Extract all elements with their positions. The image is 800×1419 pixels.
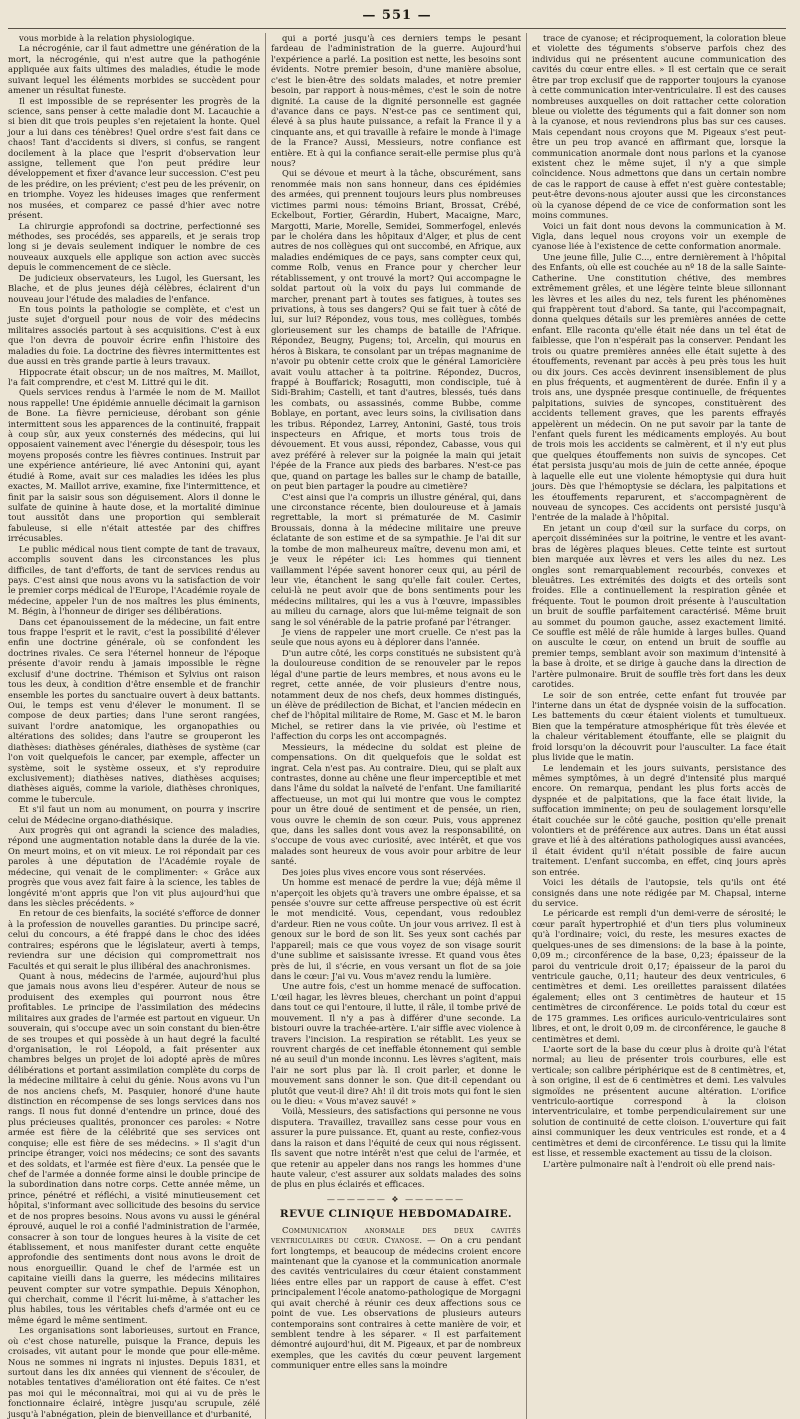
paragraph: Voilà, Messieurs, des satisfactions qui personne ne vous disputera. Travaillez, travaillez sans cesse pour vous en assurer la pure puissance. Et, quant au reste, confiez-vous dans la raison et dans l'équité de ceux qui nous régissent. Ils savent que notre intérêt n'est que celui de l'armée, et que retenir au appeler dans nos rangs les hommes d'une haute valeur, c'est assurer aux soldats malades des soins de plus en plus éclairés et efficaces. <box>271 1106 521 1190</box>
paragraph: Dans cet épanouissement de la médecine, un fait entre tous frappe l'esprit et le ravit, c'est la possibilité d'élever enfin une doctrine générale, où se confondent les doctrines rivales. Ce sera l'éternel honneur de l'époque présente d'avoir rendu à jamais impossible le règne exclusif d'une doctrine. Thémison et Sylvius ont raison tous les deux, à condition d'être ensemble et de franchir ensemble les portes du sanctuaire ouvert à deux battants. Oui, le temps est venu d'élever le monument. Il se compose de deux parties; dans l'une seront rangées, suivant l'ordre anatomique, les organopathies ou altérations des solides; dans l'autre se grouperont les diathèses: diathèses générales, diathèses de système (car l'on voit quelquefois le cancer, par exemple, affecter un système, soit le système osseux, et s'y reproduire exclusivement); diathèses natives, diathèses acquises; diathèses aiguës, comme la variole, diathèses chroniques, comme le tubercule. <box>8 616 260 804</box>
paragraph: Des joies plus vives encore vous sont réservées. <box>282 866 486 877</box>
paragraph: De judicieux observateurs, les Lugol, les Guersant, les Blache, et de plus jeunes déjà célèbres, éclairent d'un nouveau jour l'étude des maladies de l'enfance. <box>8 272 260 304</box>
paragraph: Il est impossible de se représenter les progrès de la science, sans penser à cette maladie dont M. Lacauchie a si bien dit que trois peuples s'en rejetaient la honte. Quel jour a lui dans ces ténèbres! Quel ordre s'est fait dans ce chaos! Tant d'accidents si divers, si confus, se rangent docilement à la place que l'esprit d'observation leur assigne, tellement que l'on peut prédire leur développement et fixer d'avance leur succession. C'est peu de les prédire, on les prévient; c'est peu de les prévenir, on en triomphe. Voyez les hideuses images que renferment nos musées, et comparez ce passé d'hier avec notre présent. <box>8 95 260 221</box>
paragraph: Aux progrès qui ont agrandi la science des maladies, répond une augmentation notable dans la durée de la vie. On meurt moins, et on vit mieux. Le roi répondait par ces paroles à une députation de l'Académie royale de médecine, qui venait de le complimenter: « Grâce aux progrès que vous avez fait faire à la science, les tables de longévité m'ont appris que l'on vit plus aujourd'hui que dans les siècles précédents. » <box>8 825 260 909</box>
column-1 <box>8 33 260 1419</box>
paragraph: vous morbide à la relation physiologique. <box>19 33 195 43</box>
paragraph: Le péricarde est rempli d'un demi-verre de sérosité; le cœur paraît hypertrophié et d'un tiers plus volumineux qu'à l'ordinaire; voici, du reste, les mesures exactes de quelques-unes de ses dimensions: de la base à la pointe, 0,09 m.; circonférence de la base, 0,23; épaisseur de la paroi du ventricule droit 0,17; épaisseur de la paroi du ventricule gauche, 0,11; hauteur des deux ventricules, 6 centimètres et demi. Les oreillettes paraissent dilatées également; elles ont 3 centimètres de hauteur et 15 centimètres de circonférence. Le poids total du cœur est de 175 grammes. Les orifices auriculo-ventriculaires sont libres, et ont, le droit 0,09 m. de circonférence, le gauche 8 centimètres et demi. <box>532 908 786 1044</box>
article-lead <box>271 1225 521 1371</box>
paragraph: Les organisations sont laborieuses, surtout en France, où c'est chose naturelle, puisque la France, depuis les croisades, vit autant pour le monde que pour elle-même. Nous ne sommes ni ingrats ni injustes. Depuis 1831, et surtout dans les dix années qui viennent de s'écouler, de notables tentatives d'amélioration ont été faites. Ce n'est pas moi qui le méconnaîtrai, moi qui ai vu de près le fonctionnaire éclairé, intègre jusqu'au scrupule, zélé jusqu'à l'abnégation, plein de bienveillance et d'urbanité, <box>8 1325 260 1419</box>
paragraph: D'un autre côté, les corps constitués ne subsistent qu'à la douloureuse condition de se renouveler par le repos légal d'une partie de leurs membres, et nous avons eu le regret, cette année, de voir plusieurs d'entre nous, notamment deux de nos chefs, deux hommes distingués, un élève de prédilection de Bichat, et l'ancien médecin en chef de l'hôpital militaire de Rome, M. Gasc et M. le baron Michel, se retirer dans la vie privée, où l'estime et l'affection du corps les ont accompagnés. <box>271 647 521 742</box>
paragraph: Voici un fait dont nous devons la communication à M. Vigla, dans lequel nous croyons voir un exemple de cyanose liée à l'existence de cette conformation anormale. <box>532 220 786 252</box>
paragraph: Hippocrate était obscur; un de nos maîtres, M. Maillot, l'a fait comprendre, et c'est M. Littré qui le dit. <box>8 366 260 387</box>
paragraph: Qui se dévoue et meurt à la tâche, obscurément, sans renommée mais non sans honneur, dans ces épidémies des armées, qui prennent toujours leurs plus nombreuses victimes parmi nous: témoins Briant, Brossat, Crébé, Eckelbout, Fortier, Gérardin, Hubert, Macaigne, Marc, Margotti, Marie, Morelle, Semidei, Sommerfogel, enlevés par le choléra dans les hôpitaux d'Alger, et plus de cent autres de nos collègues qui ont succombé, en Afrique, aux maladies endémiques de ce pays, sans compter ceux qui, comme Rolb, venus en France pour y chercher leur rétablissement, y ont trouvé la mort? Qui accompagne le soldat partout où la voix du pays lui commande de marcher, prenant part à toutes ses fatigues, à toutes ses privations, à tous ses dangers? Qui se fait tuer à côté de lui, sur lui? Répondez, vous tous, mes collègues, tombés glorieusement sur les champs de bataille de l'Afrique. Répondez, Beugny, Pugens; toi, Arcelin, qui mourus en héros à Biskara, te consolant par un trépas magnanime de n'avoir pu obtenir cette croix que le général Lamoricière avait voulu attacher à ta poitrine. Répondez, Ducros, frappé à Bouffarick; Rosagutti, mon condisciple, tué à Sidi-Brahim; Castelli, et tant d'autres, blessés, tués dans les combats, ou assassinés, comme Bubbe, comme Boblaye, en portant, avec leurs soins, la civilisation dans les tribus. Répondez, Larrey, Antonini, Gasté, tous trois inspecteurs en Afrique, et morts tous trois de dévouement. Et vous aussi, répondez, Cabasse, vous qui avez préféré à relever sur la poignée la main qui jetait l'épée de la France aux pieds des barbares. N'est-ce pas que, quand on partage les balles sur le champ de bataille, on peut bien partager la poudre au cimetière? <box>271 168 521 492</box>
column-3 <box>532 33 786 1419</box>
paragraph: L'aorte sort de la base du cœur plus à droite qu'à l'état normal; au lieu de présenter trois courbures, elle est verticale; son calibre périphérique est de 8 centimètres, et, à son origine, il est de 6 centimètres et demi. Les valvules sigmoïdes ne présentent aucune altération. L'orifice ventriculo-aortique correspond à la cloison interventriculaire, et tombe perpendiculairement sur une solution de continuité de cette cloison. L'ouverture qui fait ainsi communiquer les deux ventricules est ronde, et a 4 centimètres et demi de circonférence. Le tissu qui la limite est lisse, et ressemble exactement au tissu de la cloison. <box>532 1043 786 1159</box>
paragraph: C'est ainsi que l'a compris un illustre général, qui, dans une circonstance récente, bien douloureuse et à jamais regrettable, la mort si prématurée de M. Casimir Broussais, donna à la médecine militaire une preuve éclatante de son estime et de sa sympathie. Je l'ai dit sur la tombe de mon malheureux maître, devenu mon ami, et je veux le répéter ici: Les hommes qui tiennent vaillamment l'épée savent honorer ceux qui, au péril de leur vie, étanchent le sang qu'elle fait couler. Certes, celui-là ne peut avoir que de bons sentiments pour les médecins militaires, qui les a vus à l'œuvre, impassibles au milieu du carnage, alors que lui-même teignait de son sang le sol vénérable de la patrie profané par l'étranger. <box>271 491 521 627</box>
ornamental-divider: —————— ❖ —————— <box>326 1194 466 1204</box>
paragraph: Une autre fois, c'est un homme menacé de suffocation. L'œil hagar, les lèvres bleues, cherchant un point d'appui dans tout ce qui l'entoure, il lutte, il râle, il tombe privé de mouvement. Il n'y a pas à différer d'une seconde. La bistouri ouvre la trachée-artère. L'air siffle avec violence à travers l'incision. La respiration se rétablit. Les yeux se rouvrent chargés de cet ineffable étonnement qui semble né au seuil d'un monde inconnu. Les lèvres s'agitent, mais l'air ne sort plus par là. Il croit parler, et donne le mouvement sans donner le son. Que dit-il cependant ou plutôt que veut-il dire? Ah! il dit trois mots qui font le sien ou le dieu: « Vous m'avez sauvé! » <box>271 981 521 1107</box>
paragraph: Une jeune fille, Julie C..., entre dernièrement à l'hôpital des Enfants, où elle est couchée au nº 18 de la salle Sainte-Catherine. Une constitution chétive, des membres extrêmement grêles, et une légère teinte bleue sillonnant les lèvres et les ailes du nez, tels furent les phénomènes qui frappèrent tout d'abord. Sa tante, qui l'accompagnait, donna quelques détails sur les premières années de cette enfant. Elle raconta qu'elle était née dans un tel état de faiblesse, que l'on n'espérait pas la conserver. Pendant les trois ou quatre premières années elle était sujette à des étouffements, revenant par accès à peu près tous les huit ou dix jours. Ces accès devinrent insensiblement de plus en plus fréquents, et augmentèrent de durée. Enfin il y a trois ans, une dyspnée presque continuelle, de fréquentes palpitations, suivies de syncopes, constituèrent des accidents tellement graves, que les parents effrayés appelèrent un médecin. On ne put savoir par la tante de l'enfant quels furent les médicaments employés. Au bout de trois mois les accidents se calmèrent, et il n'y eut plus que quelques étouffements non suivis de syncopes. Cet état persista jusqu'au mois de juin de cette année, époque à laquelle elle eut une violente hémoptysie qui dura huit jours. Dès que l'hémoptysie se déclara, les palpitations et les étouffements reparurent, et s'accompagnèrent de nouveau de syncopes. Ces accidents ont persisté jusqu'à l'entrée de la malade à l'hôpital. <box>532 251 786 523</box>
article-text: — On a cru pendant fort longtemps, et beaucoup de médecins croient encore maintenant que la cyanose et la communication anormale des cavités ventriculaires du cœur étaient constamment liées entre elles par un rapport de cause à effet. C'est principalement l'école anatomo-pathologique de Morgagni qui avait cherché à réunir ces deux affections sous ce point de vue. Les observations de plusieurs auteurs contemporains sont contraires à cette manière de voir, et semblent tendre à les séparer. « Il est parfaitement démontré aujourd'hui, dit M. Pigeaux, et par de nombreux exemples, que les cavités du cœur peuvent largement communiquer entre elles sans la moindre <box>271 1235 521 1371</box>
paragraph: Messieurs, la médecine du soldat est pleine de compensations. On dit quelquefois que le soldat est ingrat. Cela n'est pas. Au contraire. Dieu, qui se plaît aux contrastes, donne au chêne une fleur imperceptible et met dans l'âme du soldat la naïveté de l'enfant. Une familiarité affectueuse, un mot qui lui montre que vous le comptez pour un être doué de sentiment et de pensée, un rien, vous ouvre le chemin de son cœur. Puis, vous apprenez que, dans les salles dont vous avez la responsabilité, on s'occupe de vous avec curiosité, avec intérêt, et que vos malades sont heureux de vous avoir pour arbitre de leur santé. <box>271 741 521 867</box>
paragraph: Le soir de son entrée, cette enfant fut trouvée par l'interne dans un état de dyspnée voisin de la suffocation. Les battements du cœur étaient violents et tumultueux. Bien que la température atmosphérique fût très élevée et la chaleur véritablement étouffante, elle se plaignit du froid lorsqu'on la découvrit pour l'ausculter. La face était plus livide que le matin. <box>532 689 786 763</box>
paragraph: trace de cyanose; et réciproquement, la coloration bleue et violette des téguments s'observe parfois chez des individus qui ne présentent aucune communication des cavités du cœur entre elles. » Il est certain que ce serait être par trop exclusif que de rapporter toujours la cyanose à cette communication inter-ventriculaire. Il est des causes nombreuses auxquelles on doit rattacher cette coloration bleue ou violette des téguments qui a fait donner son nom à la cyanose, et nous reviendrons plus bas sur ces causes. Mais cependant nous croyons que M. Pigeaux s'est peut-être un peu trop avancé en affirmant que, lorsque la communication anormale dont nous parlons et la cyanose existent chez le même sujet, il n'y a que simple coïncidence. Nous admettons que dans un certain nombre de cas le rapport de cause à effet n'est guère contestable; peut-être devons-nous ajouter aussi que les circonstances où la cyanose dépend de ce vice de conformation sont les moins communes. <box>532 33 786 221</box>
article-title: Communication anormale des deux cavités ventriculaires du cœur. Cyanose. <box>271 1224 521 1246</box>
paragraph: En retour de ces bienfaits, la société s'efforce de donner à la profession de nouvelles garanties. Du principe sacré, celui du concours, a été frappé dans le choc des idées contraires; espérons que le législateur, averti à temps, reviendra sur une décision qui compromettrait nos Facultés et qui serait le plus illibéral des anachronismes. <box>8 908 260 971</box>
page-header <box>8 6 786 29</box>
paragraph: La nécrogénie, car il faut admettre une génération de la mort, la nécrogénie, qui n'est autre que la pathogénie appliquée aux faits ultimes des maladies, étudie le mode suivant lequel les éléments morbides se succèdent pour amener un résultat funeste. <box>8 43 260 96</box>
paragraph: qui a porté jusqu'à ces derniers temps le pesant fardeau de l'administration de la guerre. Aujourd'hui l'expérience a parlé. La position est nette, les besoins sont évidents. Notre premier besoin, d'une manière absolue, c'est le bien-être des soldats malades, et notre premier besoin, par rapport à nous-mêmes, c'est le soin de notre dignité. La cause de la dignité personnelle est gagnée d'avance dans ce pays. N'est-ce pas ce sentiment qui, élevé à sa plus haute puissance, a refait la France il y a cinquante ans, et qui travaille à refaire le monde à l'image de la France? Aussi, Messieurs, notre confiance est entière. Et à qui la confiance serait-elle permise plus qu'à nous? <box>271 33 521 169</box>
paragraph: Et s'il faut un nom au monument, on pourra y inscrire celui de Médecine organo-diathésique. <box>8 804 260 825</box>
paragraph: Voici les détails de l'autopsie, tels qu'ils ont été consignés dans une note rédigée par M. Chapsal, interne du service. <box>532 877 786 909</box>
paragraph: L'artère pulmonaire naît à l'endroit où elle prend nais- <box>543 1158 776 1169</box>
paragraph: La chirurgie approfondi sa doctrine, perfectionné ses méthodes, ses procédés, ses appareils, et je serais trop long si je devais seulement indiquer le nombre de ces nouveaux auxquels elle applique son action avec succès depuis le commencement de ce siècle. <box>8 220 260 273</box>
paragraph: Un homme est menacé de perdre la vue; déjà même il n'aperçoit les objets qu'à travers une ombre épaisse, et sa pensée s'ouvre sur cette affreuse perspective où est écrit le mot mendicité. Vous, cependant, vous redoublez d'ardeur. Rien ne vous coûte. Un jour vous arrivez. Il est à genoux sur le bord de son lit. Ses yeux sont cachés par l'appareil; mais ce que vous voyez de son visage sourit d'une sublime et saisissante ivresse. Et quand vous êtes près de lui, il s'écrie, en vous versant un flot de sa joie dans le cœur: J'ai vu. Vous m'avez rendu la lumière. <box>271 877 521 981</box>
section-title: REVUE CLINIQUE HEBDOMADAIRE. <box>279 1207 513 1220</box>
paragraph: Le public médical nous tient compte de tant de travaux, accomplis souvent dans les circonstances les plus difficiles, de tant d'efforts, de tant de services rendus au pays. C'est ainsi que nous avons vu la satisfaction de voir le premier corps médical de l'Europe, l'Académie royale de médecine, appeler l'un de nos maîtres les plus éminents, M. Bégin, à l'honneur de diriger ses délibérations. <box>8 543 260 617</box>
paragraph: Le lendemain et les jours suivants, persistance des mêmes symptômes, à un degré d'intensité plus marqué encore. On remarqua, pendant les plus forts accès de dyspnée et de palpitations, que la face était livide, la suffocation imminente; on peu de soulagement lorsqu'elle était couchée sur le côté gauche, position qu'elle prenait volontiers et de préférence aux autres. Dans un état aussi grave et lié à des altérations pathologiques aussi avancées, il était évident qu'il n'était possible de faire aucun traitement. L'enfant succomba, en effet, cinq jours après son entrée. <box>532 762 786 877</box>
column-2 <box>265 33 527 1419</box>
paragraph: Je viens de rappeler une mort cruelle. Ce n'est pas la seule que nous ayons eu à déplorer dans l'année. <box>271 627 521 648</box>
paragraph: Quels services rendus à l'armée le nom de M. Maillot nous rappelle! Une épidémie annuelle décimait la garnison de Bone. La fièvre pernicieuse, dérobant son génie intermittent sous les apparences de la continuité, frappait à coup sûr, aux yeux consternés des médecins, qui lui opposaient vainement avec l'énergie du désespoir, tous les moyens proposés contre les fièvres continues. Instruit par une expérience antérieure, lié avec Antonini qui, ayant étudié à Rome, avait sur ces maladies les idées les plus exactes, M. Maillot arrive, examine, fixe l'intermittence, et finit par la saisir sous son déguisement. Alors il donne le sulfate de quinine à haute dose, et la mortalité diminue tout aussitôt dans une proportion qui semblerait fabuleuse, si elle n'était attestée par des chiffres irrécusables. <box>8 387 260 544</box>
paragraph: En jetant un coup d'œil sur la surface du corps, on aperçoit disséminées sur la poitrine, le ventre et les avant-bras de légères plaques bleues. Cette teinte est surtout bien marquée aux lèvres et vers les ailes du nez. Les ongles sont remarquablement recourbés, convexes et bleuâtres. Les extrémités des doigts et des orteils sont froides. Elle a continuellement la respiration gênée et fréquente. Tout le poumon droit présente à l'auscultation un bruit de souffle parfaitement caractérisé. Même bruit au sommet du poumon gauche, assez exactement limité. Ce souffle est mêlé de râle humide à larges bulles. Quand on ausculte le cœur, on entend un bruit de souffle au premier temps, semblant avoir son maximum d'intensité à la base à droite, et se dirige à gauche dans la direction de l'artère pulmonaire. Bruit de souffle très fort dans les deux carotides. <box>532 522 786 690</box>
page-number: — 551 — <box>362 8 432 23</box>
paragraph: En tous points la pathologie se complète, et c'est un juste sujet d'orgueil pour nous de voir des médecins militaires associés partout à ses acquisitions. C'est à eux que l'on devra de pouvoir écrire enfin l'histoire des maladies du foie. La doctrine des fièvres intermittentes est due aussi en très grande partie à leurs travaux. <box>8 303 260 367</box>
text-columns <box>8 33 786 1419</box>
paragraph: Quant à nous, médecins de l'armée, aujourd'hui plus que jamais nous avons lieu d'espérer. Auteur de nous se produisent des exemples qui pourront nous être profitables. Le principe de l'assimilation des médecins militaires aux grades de l'armée est partout en vigueur. Un souverain, qui s'occupe avec un soin constant du bien-être de ses troupes et qui possède à un haut degré la faculté d'organisation, le roi Léopold, a fait présenter aux chambres belges un projet de loi adopté après de mûres délibérations et portant assimilation complète du corps de la médecine militaire à celui du génie. Nous avons vu l'un de nos anciens chefs, M. Pasquier, honoré d'une haute distinction en récompense de ses longs services dans nos rangs. Il nous fut donné d'entendre un prince, doué des plus précieuses qualités, prononcer ces paroles: « Notre armée est fière de la célébrité que ses services ont conquise; elle est fière de ses médecins. » Il s'agit d'un principe étranger, voici nos médecins; ce sont des savants et des soldats, et l'armée est fière d'eux. La pensée que le chef de l'armée a donnée forme ainsi le double principe de la subordination dans notre corps. Cette année même, un prince, pénétré et réfléchi, a visité minutieusement cet hôpital, s'informant avec sollicitude des besoins du service et de nos propres besoins. Nous avons vu aussi le général éprouvé, auquel le roi a confié l'administration de l'armée, consacrer à son tour de longues heures à la visite de cet établissement, et nous manifester durant cette enquête approfondie des sentiments dont nous avons le droit de nous enorgueillir. Quand le chef de l'armée est un capitaine vieilli dans la guerre, les médecins militaires peuvent compter sur votre sympathie. Depuis Xénophon, qui cherchait, comme il l'écrit lui-même, à s'attacher les plus habiles, tous les véritables chefs d'armée ont eu ce même égard le même sentiment. <box>8 970 260 1325</box>
